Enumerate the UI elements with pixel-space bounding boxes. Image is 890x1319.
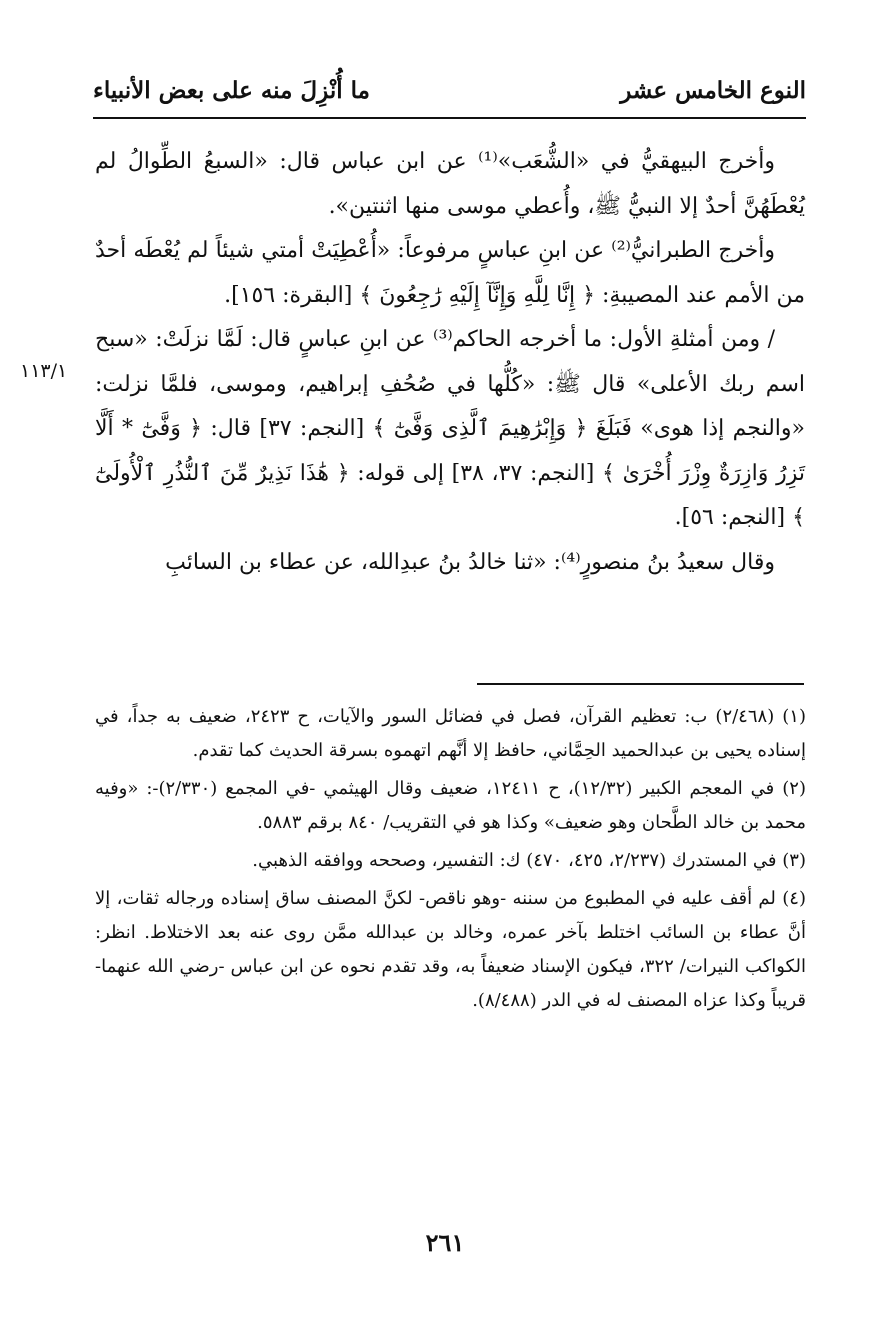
footnote-4: (٤) لم أقف عليه في المطبوع من سننه -وهو ناقص- لكنَّ المصنف ساق إسناده ورجاله ثقات، إلا أنَّ عطاء بن السائب اختلط بآخر عمره، وخالد بن عبدالله ممَّن روى عنه بعد الاختلاط. انظر: الكواكب النيرات/ ٣٢٢، فيكون الإسناد ضعيفاً به، وقد تقدم نحوه عن ابن عباس -رضي الله عنهما- قريباً وكذا عزاه المصنف له في الدر (٨/٤٨٨). — [95, 888, 806, 1011]
footnote-divider — [477, 683, 804, 685]
paragraph-2: وأخرج الطبرانيُّ⁽²⁾ عن ابنِ عباسٍ مرفوعاً: «أُعْطِيَتْ أمتي شيئاً لم يُعْطَه أحدٌ من الأمم عند المصيبةِ: ﴿ إِنَّا لِلَّهِ وَإِنَّآ إِلَيْهِ رَٰجِعُونَ ﴾ [البقرة: ١٥٦]. — [95, 238, 805, 308]
section-title: ما أُنْزِلَ منه على بعض الأنبياء — [93, 76, 370, 104]
footnotes — [95, 700, 806, 1022]
margin-page-reference: ١١٣/١ — [20, 360, 68, 382]
footnote-1: (١) (٢/٤٦٨) ب: تعظيم القرآن، فصل في فضائل السور والآيات، ح ٢٤٢٣، ضعيف به جداً، في إسناده يحيى بن عبدالحميد الحِمَّاني، حافظ إلا أنَّهم اتهموه بسرقة الحديث كما تقدم. — [95, 706, 806, 761]
header-divider — [93, 117, 806, 119]
page-number: ٢٦١ — [425, 1228, 465, 1257]
paragraph-4: وقال سعيدُ بنُ منصورٍ⁽⁴⁾: «ثنا خالدُ بنُ عبدِالله، عن عطاء بن السائبِ — [165, 549, 775, 575]
paragraph-1: وأخرج البيهقيُّ في «الشُّعَب»⁽¹⁾ عن ابن عباس قال: «السبعُ الطِّوالُ لم يُعْطَهُنَّ أحدٌ إلا النبيُّ ﷺ، وأُعطي موسى منها اثنتين». — [95, 149, 805, 219]
footnote-3: (٣) في المستدرك (٢/٢٣٧، ٤٢٥، ٤٧٠) ك: التفسير، وصححه ووافقه الذهبي. — [252, 850, 806, 871]
running-header — [93, 70, 806, 110]
footnote-2: (٢) في المعجم الكبير (١٢/٣٢)، ح ١٢٤١١، ضعيف وقال الهيثمي -في المجمع (٢/٣٣٠)-: «وفيه محمد بن خالد الطَّحان وهو ضعيف» وكذا هو في التقريب/ ٨٤٠ برقم ٥٨٨٣. — [95, 778, 806, 833]
paragraph-3: / ومن أمثلةِ الأول: ما أخرجه الحاكم⁽³⁾ عن ابنِ عباسٍ قال: لَمَّا نزلَتْ: «سبح اسم ربك الأعلى» قال ﷺ: «كُلُّها في صُحُفِ إبراهيم، وموسى، فلمَّا نزلت: «والنجم إذا هوى» فَبَلَغَ ﴿ وَإِبْرَٰهِيمَ ٱلَّذِى وَفَّىٰٓ ﴾ [النجم: ٣٧] قال: ﴿ وَفَّىٰٓ * أَلَّا تَزِرُ وَازِرَةٌ وِزْرَ أُخْرَىٰ ﴾ [النجم: ٣٧، ٣٨] إلى قوله: ﴿ هَٰذَا نَذِيرٌ مِّنَ ٱلنُّذُرِ ٱلْأُولَىٰٓ ﴾ [النجم: ٥٦]. — [95, 327, 805, 530]
main-text — [95, 140, 805, 585]
chapter-title: النوع الخامس عشر — [620, 76, 806, 104]
